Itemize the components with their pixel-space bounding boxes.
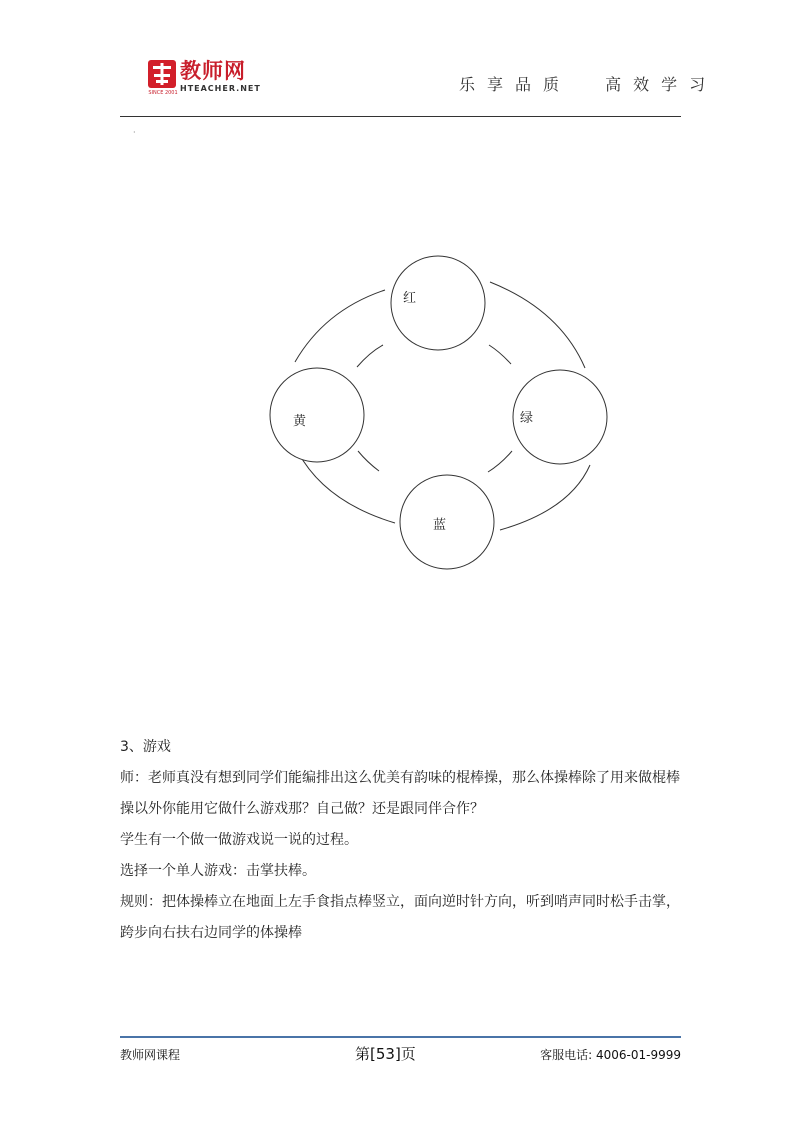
outer-arc	[490, 282, 585, 368]
inner-arc	[488, 451, 512, 472]
paragraph: 选择一个单人游戏：击掌扶棒。	[120, 863, 316, 879]
page-number: 第[53]页	[355, 1045, 416, 1063]
footer-site-name: 教师网课程	[120, 1048, 181, 1062]
header-divider	[120, 116, 681, 117]
site-logo	[148, 59, 261, 96]
circle-label-green: 绿	[520, 411, 534, 426]
service-phone: 客服电话: 4006-01-9999	[540, 1048, 681, 1062]
outer-arc	[298, 452, 395, 523]
outer-arc	[295, 290, 385, 362]
header-slogan: 乐享品质 高效学习	[459, 75, 718, 94]
paragraph: 规则：把体操棒立在地面上左手食指点棒竖立，面向逆时针方向，听到哨声同时松手击掌，跨步向右扶右边同学的体操棒	[120, 894, 680, 941]
circle-label-yellow: 黄	[293, 414, 307, 429]
circle-label-red: 红	[403, 291, 417, 306]
inner-arc	[489, 345, 511, 364]
paragraph: 师：老师真没有想到同学们能编排出这么优美有韵味的棍棒操，那么体操棒除了用来做棍棒操以外你能用它做什么游戏那？自己做？还是跟同伴合作？	[120, 770, 680, 817]
logo-since: SINCE 2001	[148, 90, 178, 96]
circle-yellow	[270, 368, 364, 462]
inner-arc	[357, 345, 383, 367]
footer-divider	[120, 1036, 681, 1038]
body-content	[120, 732, 682, 949]
stray-mark: ·	[133, 128, 136, 137]
logo-name-en: HTEACHER.NET	[180, 84, 261, 93]
circle-label-blue: 蓝	[433, 518, 447, 533]
logo-mark-icon	[148, 60, 178, 96]
paragraph: 学生有一个做一做游戏说一说的过程。	[120, 832, 358, 848]
color-circle-diagram	[255, 240, 615, 575]
inner-arc	[358, 451, 379, 471]
logo-name-cn: 教师网	[180, 59, 246, 83]
circle-blue	[400, 475, 494, 569]
outer-arc	[500, 465, 590, 530]
section-title: 3、游戏	[120, 739, 171, 755]
